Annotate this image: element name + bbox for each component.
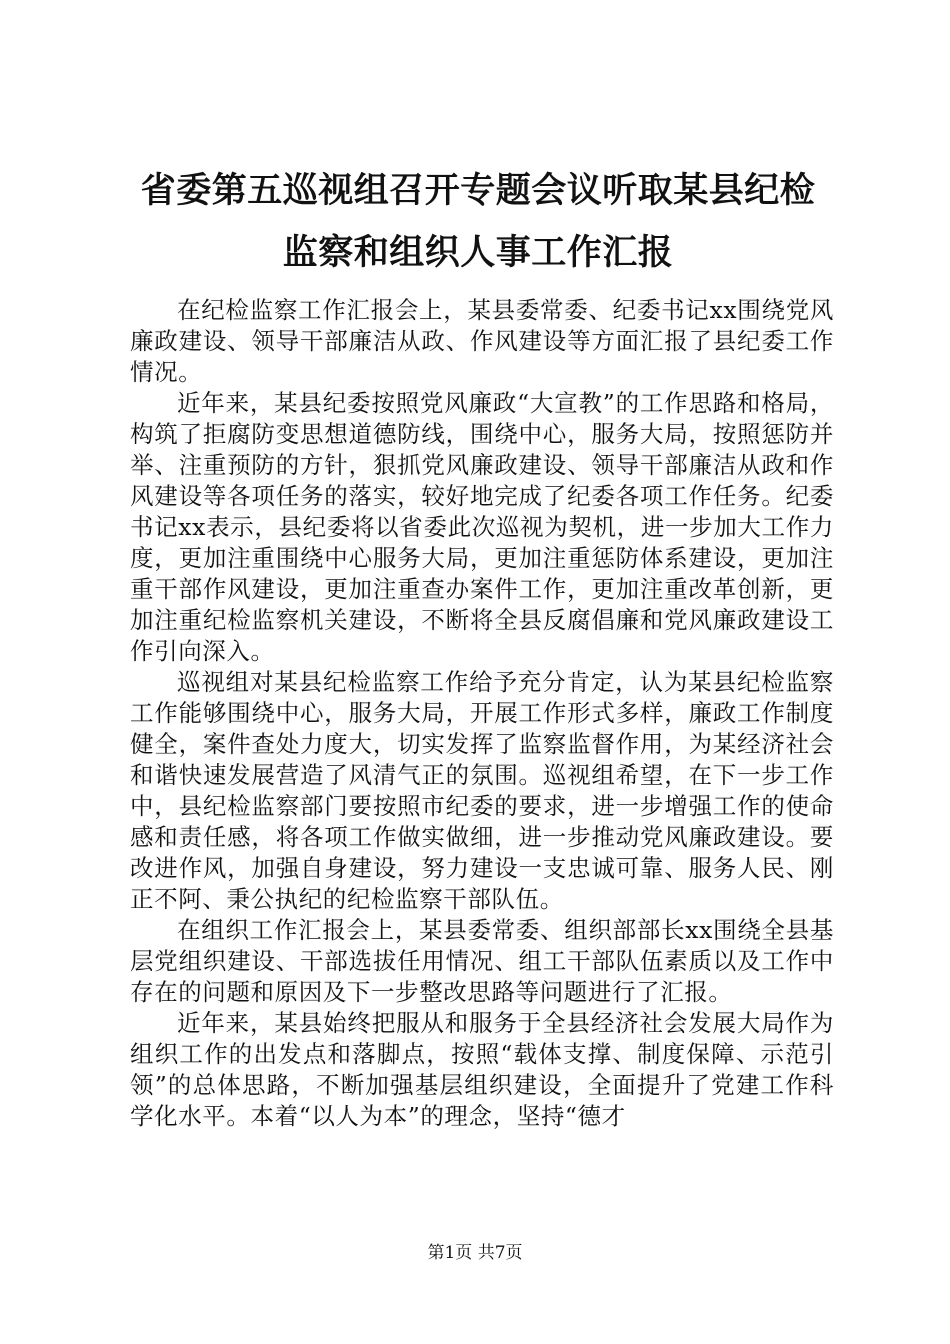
document-title: 省委第五巡视组召开专题会议听取某县纪检监察和组织人事工作汇报 xyxy=(140,171,816,273)
paragraph-3: 巡视组对某县纪检监察工作给予充分肯定，认为某县纪检监察工作能够围绕中心，服务大局，开展工作形式多样，廉政工作制度健全，案件查处力度大，切实发挥了监察监督作用，为某经济社会和谐快速发展营造了风清气正的氛围。巡视组希望，在下一步工作中，县纪检监察部门要按照市纪委的要求，进一步增强工作的使命感和责任感，将各项工作做实做细，进一步推动党风廉政建设。要改进作风，加强自身建设，努力建设一支忠诚可靠、服务人民、刚正不阿、秉公执纪的纪检监察干部队伍。 xyxy=(130,668,834,913)
page-number-footer: 第1页 共7页 xyxy=(427,1243,523,1263)
paragraph-5: 近年来，某县始终把服从和服务于全县经济社会发展大局作为组织工作的出发点和落脚点，按照“载体支撑、制度保障、示范引领”的总体思路，不断加强基层组织建设，全面提升了党建工作科学化水平。本着“以人为本”的理念，坚持“德才 xyxy=(130,1009,834,1130)
paragraph-2: 近年来，某县纪委按照党风廉政“大宣教”的工作思路和格局，构筑了拒腐防变思想道德防线，围绕中心，服务大局，按照惩防并举、注重预防的方针，狠抓党风廉政建设、领导干部廉洁从政和作风建设等各项任务的落实，较好地完成了纪委各项工作任务。纪委书记xx表示，县纪委将以省委此次巡视为契机，进一步加大工作力度，更加注重围绕中心服务大局，更加注重惩防体系建设，更加注重干部作风建设，更加注重查办案件工作，更加注重改革创新，更加注重纪检监察机关建设，不断将全县反腐倡廉和党风廉政建设工作引向深入。 xyxy=(130,389,834,665)
document-body xyxy=(130,295,834,1132)
paragraph-1: 在纪检监察工作汇报会上，某县委常委、纪委书记xx围绕党风廉政建设、领导干部廉洁从政、作风建设等方面汇报了县纪委工作情况。 xyxy=(130,296,834,386)
paragraph-4: 在组织工作汇报会上，某县委常委、组织部部长xx围绕全县基层党组织建设、干部选拔任用情况、组工干部队伍素质以及工作中存在的问题和原因及下一步整改思路等问题进行了汇报。 xyxy=(130,916,834,1006)
